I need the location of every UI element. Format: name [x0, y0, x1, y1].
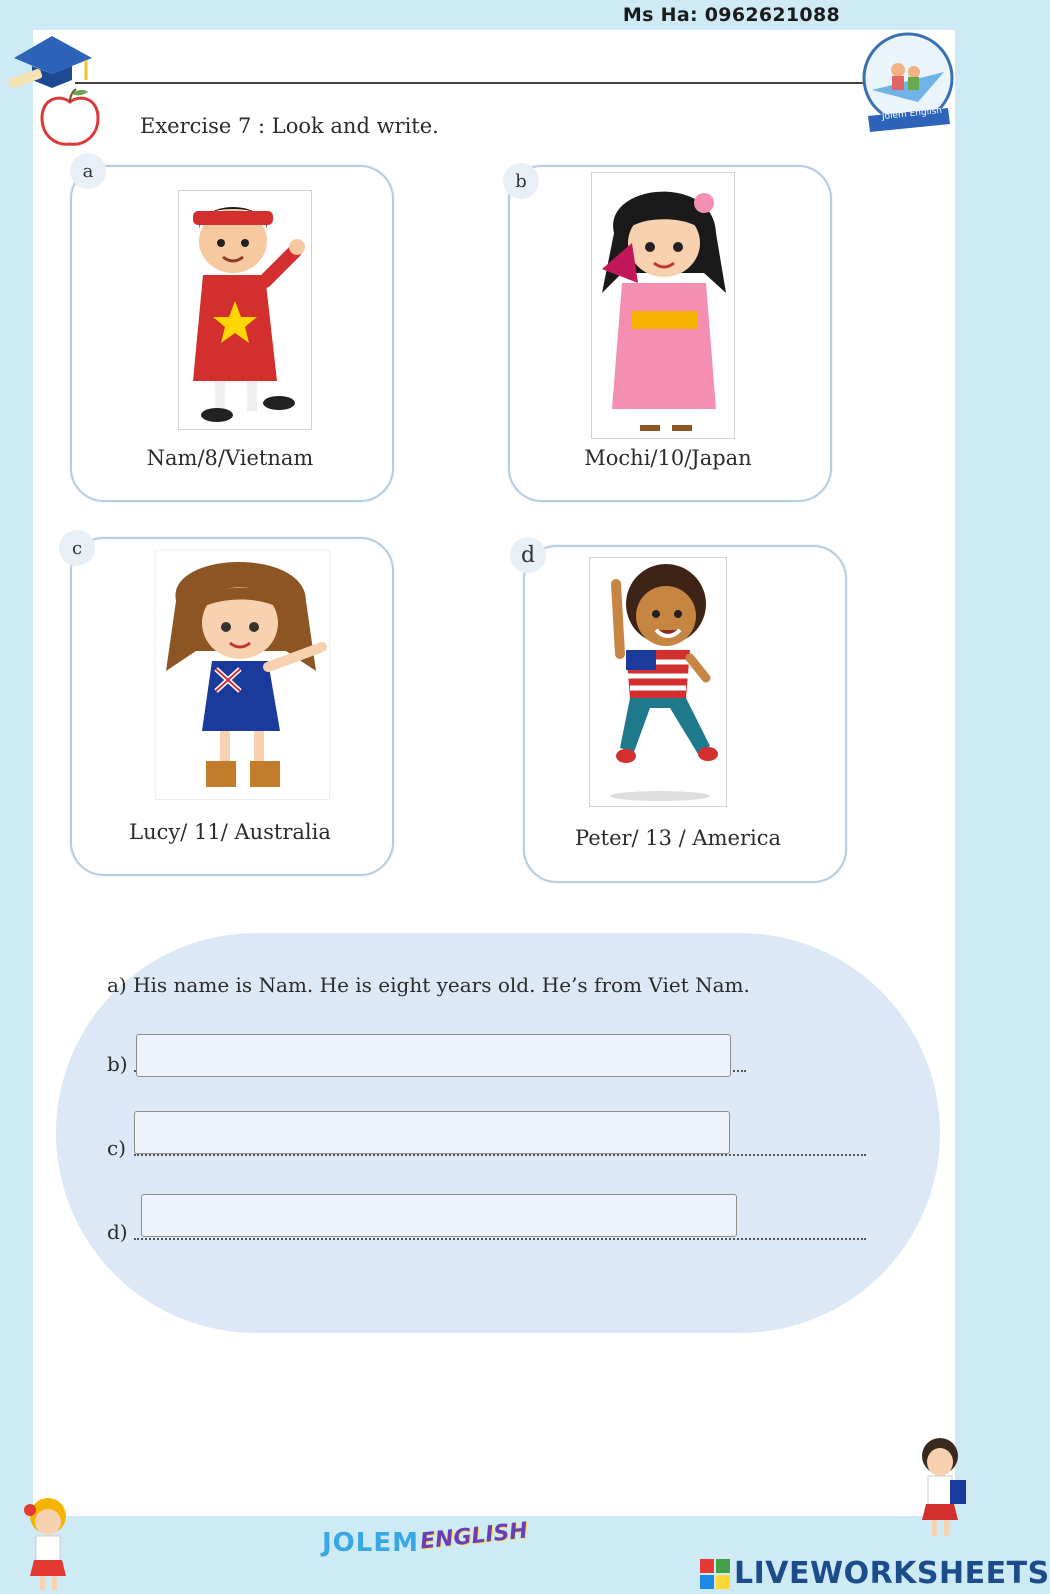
card-letter-d: d	[510, 537, 546, 573]
boy-america-image	[589, 557, 727, 807]
liveworksheets-text: LIVEWORKSHEETS	[734, 1556, 1050, 1591]
apple-icon	[38, 86, 102, 150]
card-caption-c: Lucy/ 11/ Australia	[129, 820, 331, 844]
dotted-line-c	[134, 1154, 866, 1156]
schoolgirl-illustration	[910, 1436, 970, 1544]
jolem-logo	[858, 32, 958, 132]
answer-label-c: c)	[107, 1136, 127, 1160]
card-caption-d: Peter/ 13 / America	[575, 826, 781, 850]
liveworksheets-logo	[700, 1556, 1050, 1591]
boy-vietnam-image	[178, 190, 312, 430]
dotted-line-d	[134, 1238, 866, 1240]
card-letter-b: b	[503, 163, 539, 199]
contact-info: Ms Ha: 0962621088	[622, 4, 840, 26]
answer-label-d: d)	[107, 1220, 128, 1244]
footer-brand-english: ENGLISH	[418, 1518, 529, 1555]
answer-label-b: b)	[107, 1052, 128, 1076]
answer-input-c[interactable]	[134, 1111, 730, 1154]
card-caption-a: Nam/8/Vietnam	[146, 446, 314, 470]
exercise-title: Exercise 7 : Look and write.	[140, 114, 439, 138]
card-caption-b: Mochi/10/Japan	[584, 446, 752, 470]
card-letter-a: a	[70, 153, 106, 189]
header-divider	[75, 82, 875, 84]
girl-japan-image	[591, 172, 735, 439]
schoolgirl-illustration-left	[18, 1496, 78, 1594]
example-sentence: a) His name is Nam. He is eight years old. He’s from Viet Nam.	[107, 973, 750, 997]
logo-badge-text: Jolem English	[881, 105, 943, 123]
graduation-cap-icon	[4, 28, 94, 90]
footer-brand-jolem: JOLEM	[322, 1528, 419, 1558]
card-letter-c: c	[59, 530, 95, 566]
answer-input-b[interactable]	[136, 1034, 731, 1077]
liveworksheets-icon	[700, 1559, 730, 1589]
answer-input-d[interactable]	[141, 1194, 737, 1237]
girl-australia-image	[155, 550, 330, 800]
